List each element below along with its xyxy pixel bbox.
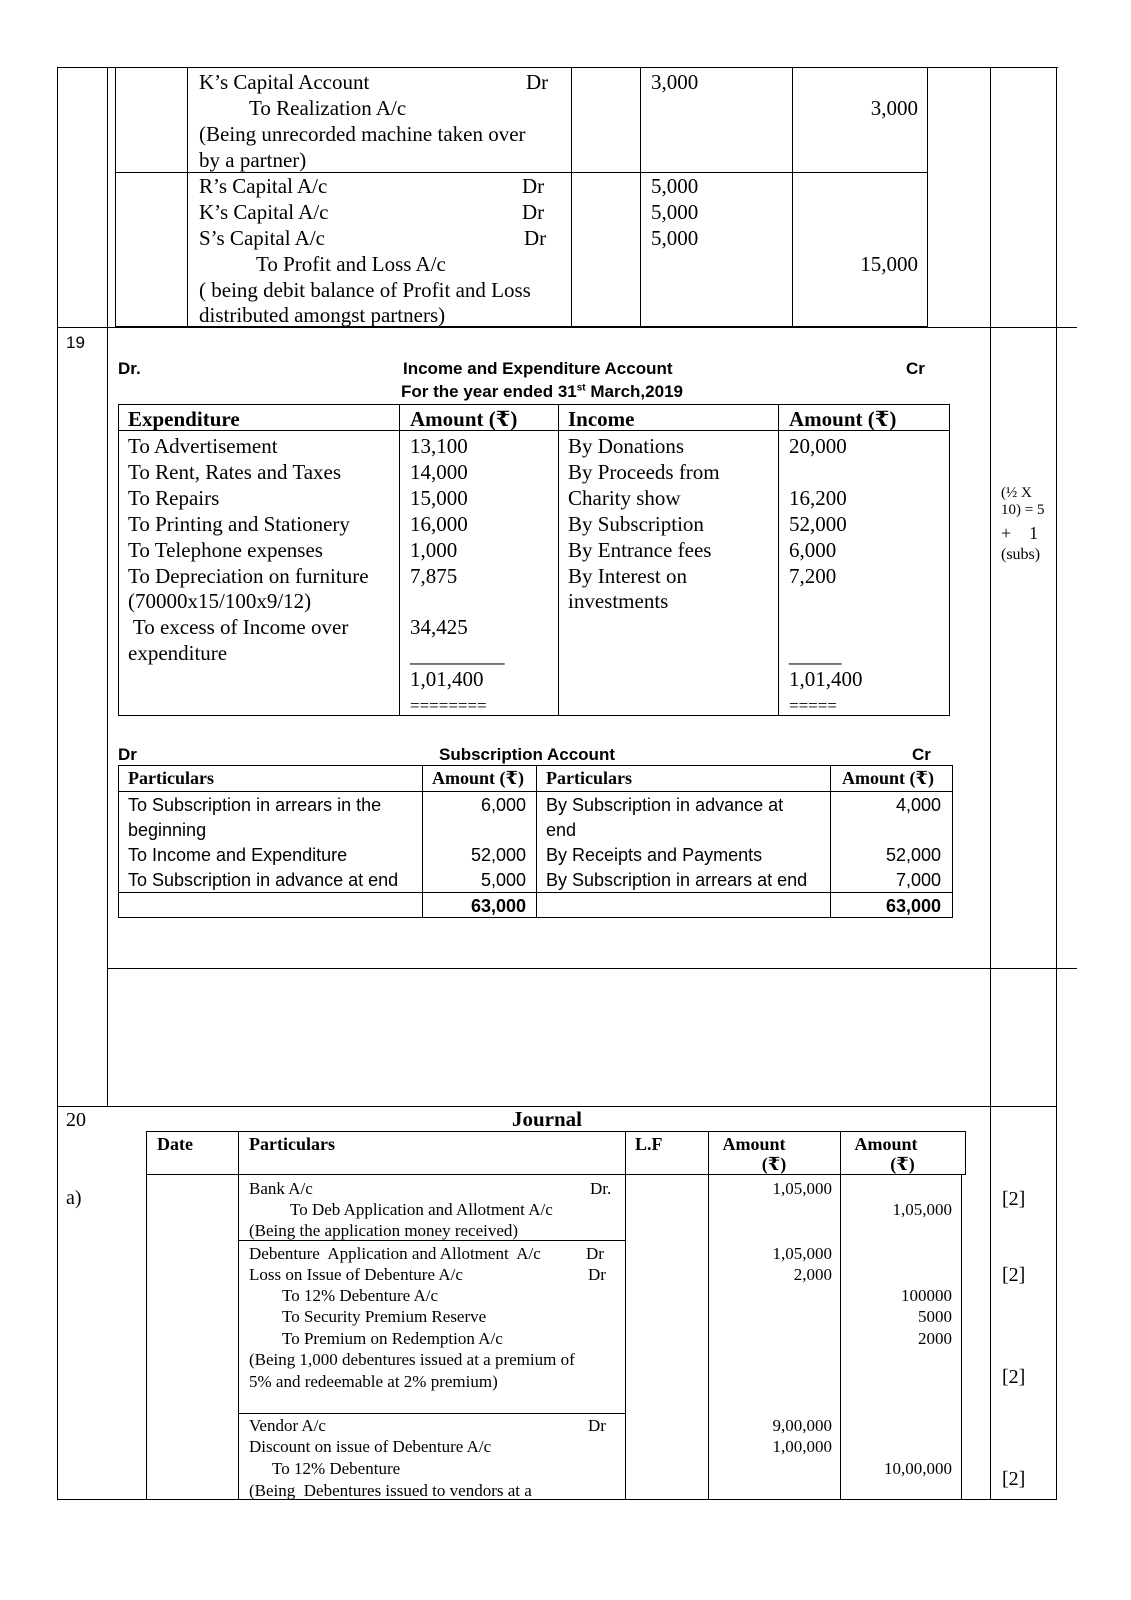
expenditure-item: (70000x15/100x9/12) — [128, 589, 312, 613]
narration: by a partner) — [199, 148, 307, 172]
subscription-cr-item: By Subscription in arrears at end — [546, 870, 808, 890]
marks-badge: [2] — [1002, 1264, 1026, 1286]
marks-badge: [2] — [1002, 1468, 1026, 1490]
debit-amount: 1,00,000 — [772, 1437, 832, 1456]
header-amount-debit: Amount — [722, 1134, 786, 1154]
subscription-dr-item: To Subscription in arrears in the — [128, 795, 382, 815]
narration: ( being debit balance of Profit and Loss — [199, 278, 531, 302]
header-amount: Amount (₹) — [432, 768, 525, 788]
expenditure-amount: 14,000 — [410, 460, 468, 484]
debit-amount: 5,000 — [651, 226, 699, 250]
header-amount: Amount (₹) — [410, 407, 518, 431]
expenditure-amount: 34,425 — [410, 615, 468, 639]
subscription-cr-amount: 52,000 — [885, 845, 941, 865]
subscription-cr-item: end — [546, 820, 577, 840]
total-rule: _____ — [789, 643, 842, 667]
journal-line: R’s Capital A/c — [199, 174, 328, 198]
expenditure-item: To Advertisement — [128, 434, 278, 458]
dr-heading: Dr. — [118, 359, 141, 378]
narration: (Being the application money received) — [249, 1221, 519, 1240]
expenditure-item: To excess of Income over — [128, 615, 349, 639]
header-particulars: Particulars — [128, 768, 214, 788]
journal-line: To Security Premium Reserve — [282, 1307, 487, 1326]
narration: 5% and redeemable at 2% premium) — [249, 1372, 498, 1391]
income-item: By Interest on — [568, 564, 687, 588]
expenditure-item: To Depreciation on furniture — [128, 564, 369, 588]
header-amount-credit: Amount — [854, 1134, 918, 1154]
marks-badge: [2] — [1002, 1366, 1026, 1388]
expenditure-amount: 15,000 — [410, 486, 468, 510]
dr-label: Dr — [524, 226, 547, 250]
expenditure-item: To Printing and Stationery — [128, 512, 350, 536]
credit-amount: 15,000 — [860, 252, 918, 276]
expenditure-amount: 7,875 — [410, 564, 458, 588]
dr-label: Dr — [522, 174, 545, 198]
income-item: By Proceeds from — [568, 460, 720, 484]
dr-label: Dr — [586, 1244, 604, 1263]
header-amount: Amount (₹) — [842, 768, 935, 788]
journal-line: Loss on Issue of Debenture A/c — [249, 1265, 463, 1284]
credit-amount: 10,00,000 — [884, 1459, 952, 1478]
journal-line: To Profit and Loss A/c — [256, 252, 446, 276]
narration: distributed amongst partners) — [199, 303, 446, 327]
expenditure-item: To Rent, Rates and Taxes — [128, 460, 342, 484]
dr-label: Dr — [588, 1265, 606, 1284]
header-rupee: (₹) — [761, 1154, 787, 1174]
income-item: By Entrance fees — [568, 538, 712, 562]
debit-amount: 5,000 — [651, 200, 699, 224]
journal-line: Discount on issue of Debenture A/c — [249, 1437, 492, 1456]
marks-note: + 1 — [1001, 523, 1039, 543]
subscription-dr-item: To Income and Expenditure — [128, 845, 348, 865]
account-title: Income and Expenditure Account — [403, 359, 673, 378]
journal-line: K’s Capital Account — [199, 70, 370, 94]
question-number: 20 — [66, 1109, 86, 1131]
question-number: 19 — [66, 333, 85, 352]
subscription-dr-amount: 5,000 — [480, 870, 526, 890]
expenditure-amount: 1,000 — [410, 538, 458, 562]
income-amount: 20,000 — [789, 434, 847, 458]
header-particulars: Particulars — [249, 1134, 335, 1154]
subscription-dr-total: 63,000 — [470, 896, 526, 916]
marks-badge: [2] — [1002, 1188, 1026, 1210]
marks-note: (subs) — [1001, 546, 1041, 563]
header-date: Date — [157, 1134, 193, 1154]
subscription-cr-item: By Receipts and Payments — [546, 845, 763, 865]
income-total: 1,01,400 — [789, 667, 863, 691]
income-item: investments — [568, 589, 669, 613]
dr-label: Dr — [522, 200, 545, 224]
narration: (Being unrecorded machine taken over — [199, 122, 526, 146]
journal-title: Journal — [512, 1107, 583, 1131]
income-item: Charity show — [568, 486, 681, 510]
account-title: Subscription Account — [439, 745, 615, 764]
debit-amount: 3,000 — [651, 70, 699, 94]
credit-amount: 5000 — [918, 1307, 952, 1326]
narration: (Being 1,000 debentures issued at a premium of — [249, 1350, 575, 1369]
expenditure-total: 1,01,400 — [410, 667, 484, 691]
credit-amount: 3,000 — [870, 96, 918, 120]
subscription-cr-amount: 4,000 — [895, 795, 941, 815]
narration: (Being Debentures issued to vendors at a — [249, 1481, 532, 1500]
subscription-dr-amount: 6,000 — [480, 795, 526, 815]
expenditure-amount: 16,000 — [410, 512, 468, 536]
header-rupee: (₹) — [890, 1154, 915, 1174]
journal-line: K’s Capital A/c — [199, 200, 329, 224]
debit-amount: 9,00,000 — [772, 1416, 832, 1435]
double-rule: ===== — [789, 696, 837, 715]
header-expenditure: Expenditure — [128, 407, 240, 431]
subscription-dr-item: beginning — [128, 820, 207, 840]
journal-line: To Deb Application and Allotment A/c — [290, 1200, 553, 1219]
journal-line: S’s Capital A/c — [199, 226, 325, 250]
credit-amount: 2000 — [918, 1329, 952, 1348]
credit-amount: 1,05,000 — [892, 1200, 952, 1219]
cr-heading: Cr — [906, 359, 925, 378]
subscription-dr-item: To Subscription in advance at end — [128, 870, 399, 890]
marks-note: 10) = 5 — [1001, 502, 1045, 518]
cr-heading: Cr — [912, 745, 931, 764]
dr-label: Dr. — [590, 1179, 612, 1198]
journal-line: Debenture Application and Allotment A/c — [249, 1244, 541, 1263]
expenditure-item: To Repairs — [128, 486, 220, 510]
header-amount: Amount (₹) — [789, 407, 897, 431]
question-part: a) — [66, 1187, 82, 1209]
credit-amount: 100000 — [901, 1286, 952, 1305]
subscription-dr-amount: 52,000 — [470, 845, 526, 865]
debit-amount: 2,000 — [793, 1265, 832, 1284]
account-subtitle: For the year ended 31st March,2019 — [401, 382, 683, 401]
journal-line: To Premium on Redemption A/c — [282, 1329, 503, 1348]
income-amount: 6,000 — [789, 538, 837, 562]
dr-label: Dr — [588, 1416, 606, 1435]
journal-line: Bank A/c — [249, 1179, 313, 1198]
marks-note: (½ X — [1001, 485, 1032, 501]
journal-line: Vendor A/c — [249, 1416, 326, 1435]
debit-amount: 1,05,000 — [772, 1179, 832, 1198]
header-particulars: Particulars — [546, 768, 632, 788]
expenditure-item: expenditure — [128, 641, 228, 665]
journal-line: To 12% Debenture — [272, 1459, 401, 1478]
income-item: By Donations — [568, 434, 685, 458]
expenditure-item: To Telephone expenses — [128, 538, 323, 562]
journal-line: To Realization A/c — [249, 96, 407, 120]
journal-line: To 12% Debenture A/c — [282, 1286, 439, 1305]
header-income: Income — [568, 407, 635, 431]
income-item: By Subscription — [568, 512, 704, 536]
income-amount: 52,000 — [789, 512, 847, 536]
income-amount: 16,200 — [789, 486, 847, 510]
header-lf: L.F — [635, 1134, 663, 1154]
debit-amount: 1,05,000 — [772, 1244, 832, 1263]
expenditure-amount: 13,100 — [410, 434, 468, 458]
subscription-cr-item: By Subscription in advance at — [546, 795, 784, 815]
subscription-cr-total: 63,000 — [885, 896, 941, 916]
subscription-cr-amount: 7,000 — [895, 870, 941, 890]
total-rule: _________ — [410, 643, 505, 667]
double-rule: ======== — [410, 696, 487, 715]
dr-heading: Dr — [118, 745, 137, 764]
income-amount: 7,200 — [789, 564, 837, 588]
debit-amount: 5,000 — [651, 174, 699, 198]
dr-label: Dr — [526, 70, 549, 94]
